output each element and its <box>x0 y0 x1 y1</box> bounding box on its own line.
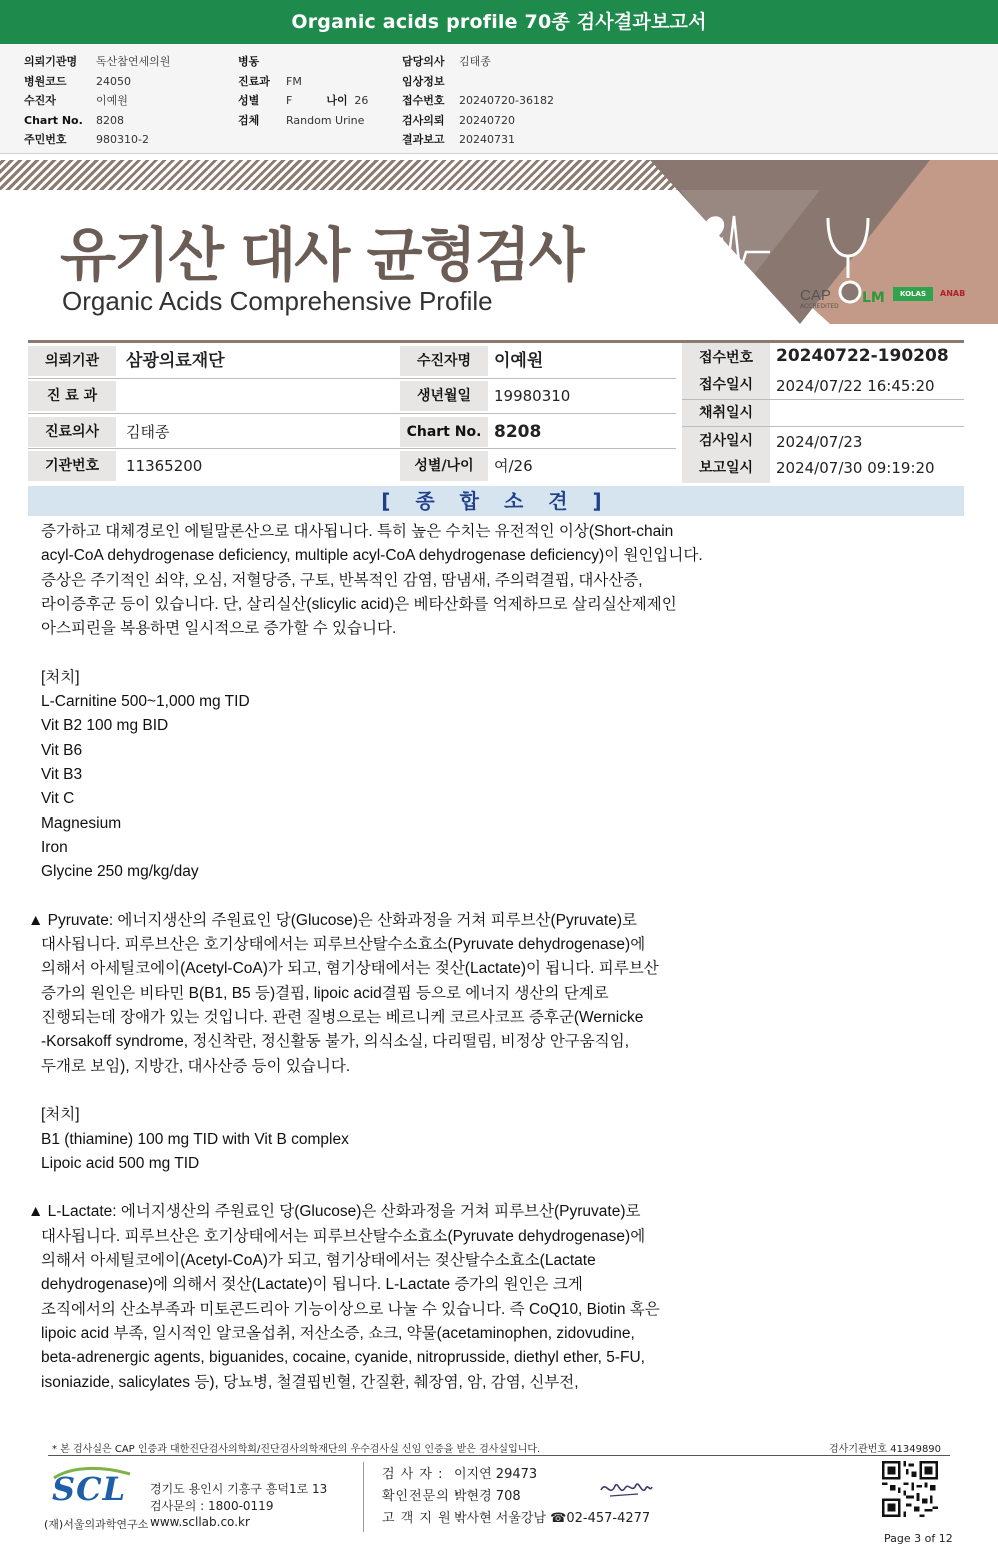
summary-label: 의뢰기관명 <box>24 55 78 68</box>
receipt-label: 접수번호 <box>682 343 770 373</box>
dept-value <box>116 381 396 411</box>
table-row-divider <box>682 399 964 400</box>
opinion-line: dehydrogenase)에 의해서 젖산(Lactate)이 됩니다. L-Lactate 증가의 원인은 크게 <box>41 1276 583 1294</box>
examiner-value: 이지연 29473 <box>454 1467 538 1482</box>
opinion-line: 증가하고 대체경로인 에틸말론산으로 대사됩니다. 특히 높은 수치는 유전적인 이상(Short-chain <box>41 523 674 540</box>
opinion-line: ▲ Pyruvate: 에너지생산의 주원료인 당(Glucose)은 산화과정을 거쳐 피루브산(Pyruvate)로 <box>28 911 637 929</box>
opinion-line: 증상은 주기적인 쇠약, 오심, 저혈당증, 구토, 반복적인 감염, 땀냄새, 주의력결핍, 대사산증, <box>41 571 643 589</box>
specialist-value: 박현경 708 <box>454 1489 521 1504</box>
summary-value: 20240720 <box>459 113 515 127</box>
opinion-line: Glycine 250 mg/kg/day <box>41 863 199 881</box>
kolas-logo: KOLAS <box>893 287 933 301</box>
opinion-line: isoniazide, salicylates 등), 당뇨병, 철결핍빈혈, 간질환, 췌장염, 암, 감염, 신부전, <box>41 1373 579 1391</box>
summary-value-age: 26 <box>354 94 369 107</box>
examiner-label: 검 사 자 : <box>382 1467 444 1482</box>
table-row-divider <box>28 448 676 449</box>
summary-label: 진료과 <box>238 74 270 88</box>
summary-label: 결과보고 <box>402 133 445 146</box>
opinion-line: 의해서 아세틸코에이(Acetyl-CoA)가 되고, 혐기상태에서는 젖산탈수소효소(Lactate <box>41 1252 596 1269</box>
report-banner-title: Organic acids profile 70종 검사결과보고서 <box>0 0 998 44</box>
specialist-label: 확인전문의 : <box>382 1489 461 1504</box>
opinion-line: L-Carnitine 500~1,000 mg TID <box>41 693 250 711</box>
opinion-line: -Korsakoff syndrome, 정신착란, 정신활동 불가, 의식소실, 다리떨림, 비정상 안구움직임, <box>41 1033 629 1051</box>
test-date-value: 2024/07/23 <box>776 433 863 451</box>
summary-label: 검체 <box>238 113 260 127</box>
footer-divider <box>48 1455 950 1456</box>
dept-label: 진 료 과 <box>28 381 116 411</box>
receipt-time-label: 접수일시 <box>682 370 770 400</box>
lab-website: www.scllab.co.kr <box>150 1515 250 1529</box>
report-date-value: 2024/07/30 09:19:20 <box>776 459 935 477</box>
opinion-line: Magnesium <box>41 814 122 832</box>
scl-institute-name: (재)서울의과학연구소 <box>44 1518 149 1531</box>
opinion-line: Vit C <box>41 790 75 808</box>
cap-accredited-text: ACCREDITED <box>800 303 839 310</box>
examiner-row <box>382 1463 537 1482</box>
summary-value: 20240731 <box>459 133 515 146</box>
sex-age-value: 여/26 <box>494 457 533 475</box>
opinion-body <box>0 520 998 1400</box>
opinion-line: 아스피린을 복용하면 일시적으로 증가할 수 있습니다. <box>41 620 397 638</box>
opinion-line: Vit B6 <box>41 741 83 759</box>
opinion-line: 두개로 보임), 지방간, 대사산증 등이 있습니다. <box>41 1057 351 1075</box>
opinion-line: acyl-CoA dehydrogenase deficiency, multiple acyl-CoA dehydrogenase deficiency)이 원인입니다. <box>41 547 703 565</box>
opinion-line: Lipoic acid 500 mg TID <box>41 1154 200 1172</box>
accreditation-note: * 본 검사실은 CAP 인증과 대한진단검사의학회/진단검사의학재단의 우수검사실 신임 인증을 받은 검사실입니다. <box>52 1444 541 1455</box>
report-date-label: 보고일시 <box>682 453 770 483</box>
org-label: 의뢰기관 <box>28 346 116 376</box>
summary-value: 8208 <box>96 113 124 127</box>
specialist-row <box>382 1485 521 1504</box>
summary-label: 접수번호 <box>402 94 445 107</box>
opinion-line: 의해서 아세틸코에이(Acetyl-CoA)가 되고, 혐기상태에서는 젖산(Lactate)이 됩니다. 피루브산 <box>41 960 659 978</box>
test-date-label: 검사일시 <box>682 426 770 456</box>
summary-column-3 <box>402 52 554 150</box>
summary-value: 독산참연세의원 <box>96 55 171 68</box>
receipt-value: 20240722-190208 <box>776 346 949 366</box>
scl-logo: SCL <box>52 1470 127 1508</box>
collection-time-value <box>766 398 964 428</box>
opinion-line: 진행되는데 장애가 있는 것입니다. 관련 질병으로는 베르니케 코르사코프 증후군(Wernicke <box>41 1009 644 1026</box>
report-title-english: Organic Acids Comprehensive Profile <box>62 286 493 316</box>
opinion-line: Vit B2 100 mg BID <box>41 717 169 735</box>
qr-code-icon <box>882 1461 938 1517</box>
lm-logo: LM <box>862 290 885 306</box>
summary-label: 임상정보 <box>402 74 445 88</box>
summary-header <box>0 44 998 154</box>
chart-no-value: 8208 <box>494 422 542 442</box>
support-value: 박사현 서울강남 ☎02-457-4277 <box>454 1511 651 1526</box>
chart-no-label: Chart No. <box>400 417 488 447</box>
summary-column-1 <box>24 52 170 150</box>
summary-column-2 <box>238 52 368 130</box>
opinion-line: lipoic acid 부족, 일시적인 알코올섭취, 저산소증, 쇼크, 약물(acetaminophen, zidovudine, <box>41 1324 635 1342</box>
footer-vertical-divider <box>363 1462 364 1532</box>
report-title-korean: 유기산 대사 균형검사 <box>60 221 583 289</box>
summary-label: 병동 <box>238 55 260 68</box>
receipt-time-value: 2024/07/22 16:45:20 <box>776 377 935 395</box>
opinion-line: 대사됩니다. 피루브산은 호기상태에서는 피루브산탈수소효소(Pyruvate dehydrogenase)에 <box>41 936 646 954</box>
summary-label-age: 나이 <box>326 94 348 107</box>
summary-label: 수진자 <box>24 94 56 107</box>
summary-value: 980310-2 <box>96 133 149 146</box>
institution-no-label: 기관번호 <box>28 451 116 481</box>
summary-label: 주민번호 <box>24 133 67 146</box>
table-row-divider <box>682 426 964 427</box>
summary-label: 병원코드 <box>24 74 67 88</box>
summary-label: Chart No. <box>24 113 83 127</box>
opinion-line: beta-adrenergic agents, biguanides, cocaine, cyanide, nitroprusside, diethyl ether, 5-FU, <box>41 1349 645 1367</box>
lab-number: 검사기관번호 41349890 <box>829 1444 942 1455</box>
summary-label: 검사의뢰 <box>402 113 445 127</box>
handwritten-signature <box>598 1476 654 1502</box>
summary-value: 김태종 <box>459 55 491 68</box>
patient-label: 수진자명 <box>400 346 488 376</box>
opinion-line: 증가의 원인은 비타민 B(B1, B5 등)결핍, lipoic acid결핍 등으로 에너지 생산의 단계로 <box>41 984 609 1002</box>
support-row <box>382 1507 650 1526</box>
opinion-line: Vit B3 <box>41 766 83 783</box>
patient-value: 이예원 <box>494 351 544 371</box>
opinion-line: 조직에서의 산소부족과 미토콘드리아 기능이상으로 나눌 수 있습니다. 즉 CoQ10, Biotin 혹은 <box>41 1300 660 1318</box>
lab-inquiry-phone: 검사문의 : 1800-0119 <box>150 1499 274 1513</box>
opinion-line: [처치] <box>41 668 80 686</box>
opinion-line: ▲ L-Lactate: 에너지생산의 주원료인 당(Glucose)은 산화과정을 거쳐 피루브산(Pyruvate)로 <box>28 1203 641 1221</box>
institution-no-value: 11365200 <box>126 457 203 475</box>
summary-value: 이예원 <box>96 94 128 107</box>
doctor-value: 김태종 <box>126 423 170 441</box>
summary-value: FM <box>286 74 302 88</box>
anab-logo: ANAB <box>940 289 966 298</box>
table-row-divider <box>28 378 676 379</box>
table-row-divider <box>28 413 676 414</box>
sex-age-label: 성별/나이 <box>400 451 488 481</box>
opinion-line: 대사됩니다. 피루브산은 호기상태에서는 피루브산탈수소효소(Pyruvate dehydrogenase)에 <box>41 1227 646 1245</box>
summary-value: 24050 <box>96 74 131 88</box>
opinion-line: B1 (thiamine) 100 mg TID with Vit B complex <box>41 1130 349 1148</box>
summary-label: 담당의사 <box>402 55 445 68</box>
dob-label: 생년월일 <box>400 381 488 411</box>
summary-value: Random Urine <box>286 113 365 127</box>
support-label: 고 객 지 원 : <box>382 1511 463 1526</box>
collection-time-label: 채취일시 <box>682 398 770 428</box>
doctor-label: 진료의사 <box>28 417 116 447</box>
opinion-line: Iron <box>41 838 68 856</box>
lab-address: 경기도 용인시 기흥구 흥덕1로 13 <box>150 1482 328 1496</box>
opinion-line: 라이증후군 등이 있습니다. 단, 살리실산(slicylic acid)은 베타산화를 억제하므로 살리실산제제인 <box>41 595 677 613</box>
summary-value: F <box>286 94 293 107</box>
dob-value: 19980310 <box>494 387 571 405</box>
org-value: 삼광의료재단 <box>126 351 225 371</box>
summary-value: 20240720-36182 <box>459 94 554 107</box>
opinion-line: [처치] <box>41 1106 80 1124</box>
page-number: Page 3 of 12 <box>884 1532 953 1545</box>
opinion-heading: [ 종 합 소 견 ] <box>28 486 964 516</box>
cap-logo: CAP <box>800 287 831 304</box>
summary-label: 성별 <box>238 94 260 107</box>
